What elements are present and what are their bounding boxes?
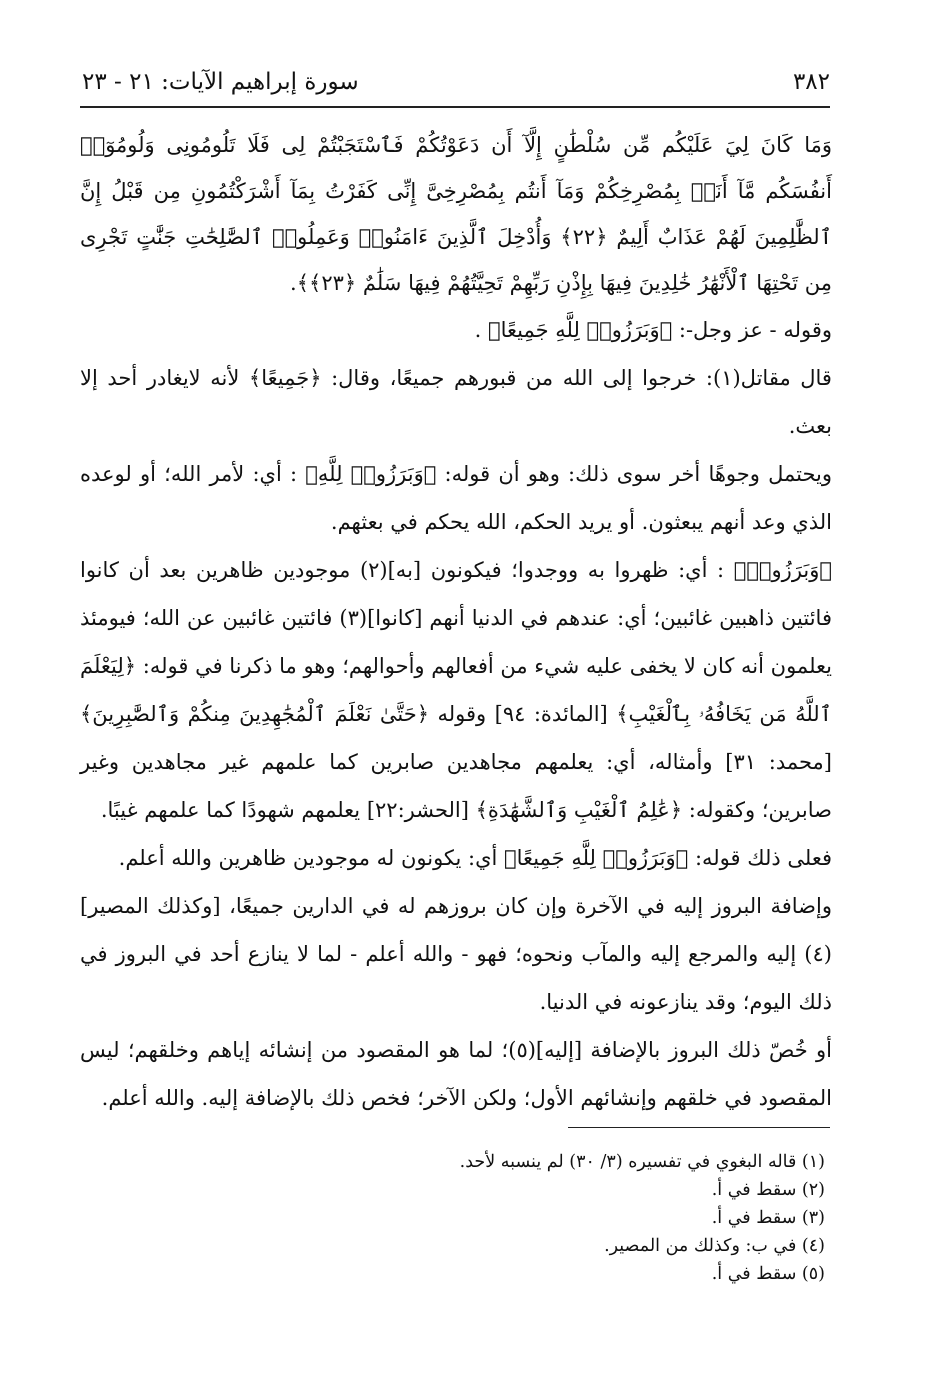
paragraph-6: وإضافة البروز إليه في الآخرة وإن كان بروزهم له في الدارين جميعًا، [وكذلك المصير](٤) إليه والمرجع إليه والمآب ونحوه؛ فهو - والله أعلم - لما لا ينازع أحد في البروز في ذلك اليوم؛ وقد ينازعونه في الدنيا. xyxy=(80,894,832,1014)
footnote-3: (٣) سقط في أ. xyxy=(711,1208,825,1228)
page-header xyxy=(82,62,830,102)
paragraph-5: فعلى ذلك قوله: ﴿وَبَرَزُوا۟ لِلَّهِ جَمِيعًا﴾ أي: يكونون له موجودين ظاهرين والله أعلم. xyxy=(118,846,832,870)
page-number: ٣٨٢ xyxy=(792,69,830,95)
footnote-divider xyxy=(568,1127,830,1128)
footnote-2: (٢) سقط في أ. xyxy=(711,1180,825,1200)
footnote-4: (٤) في ب: وكذلك من المصير. xyxy=(604,1236,825,1256)
running-title: سورة إبراهيم الآيات: ٢١ - ٢٣ xyxy=(82,69,359,95)
paragraph-4: ﴿وَبَرَزُوا۟﴾ : أي: ظهروا به ووجدوا؛ فيكونون [به](٢) موجودين ظاهرين بعد أن كانوا فائتين ذاهبين غائبين؛ أي: عندهم في الدنيا أنهم [كانوا](٣) فائتين غائبين عن الله؛ فيومئذ يعلمون أنه كان لا يخفى عليه شيء من أفعالهم وأحوالهم؛ وهو ما ذكرنا في قوله: ﴿لِيَعْلَمَ ٱللَّهُ مَن يَخَافُهُۥ بِٱلْغَيْبِ﴾ [المائدة: ٩٤] وقوله ﴿حَتَّىٰ نَعْلَمَ ٱلْمُجَٰهِدِينَ مِنكُمْ وَٱلصَّٰبِرِينَ﴾ [محمد: ٣١] وأمثاله، أي: يعلمهم مجاهدين صابرين كما علمهم غير مجاهدين وغير صابرين؛ وكقوله: ﴿عَٰلِمُ ٱلْغَيْبِ وَٱلشَّهَٰدَةِ﴾ [الحشر:٢٢] يعلمهم شهودًا كما علمهم غيبًا. xyxy=(80,558,832,822)
paragraph-3: ويحتمل وجوهًا أخر سوى ذلك: وهو أن قوله: ﴿وَبَرَزُوا۟ لِلَّهِ﴾ : أي: لأمر الله؛ أو لوعده الذي وعد أنهم يبعثون. أو يريد الحكم، الله يحكم في بعثهم. xyxy=(80,462,832,534)
paragraph-1: وقوله - عز وجل-: ﴿وَبَرَزُوا۟ لِلَّهِ جَمِيعًا﴾ . xyxy=(474,318,832,342)
footnote-1: (١) قاله البغوي في تفسيره (٣/ ٣٠) لم ينسبه لأحد. xyxy=(459,1152,825,1172)
header-divider xyxy=(80,106,830,108)
paragraph-2: قال مقاتل(١): خرجوا إلى الله من قبورهم جميعًا، وقال: ﴿جَمِيعًا﴾ لأنه لايغادر أحد إلا بعث. xyxy=(80,366,832,438)
quran-verse: وَمَا كَانَ لِيَ عَلَيْكُم مِّن سُلْطَٰنٍ إِلَّآ أَن دَعَوْتُكُمْ فَٱسْتَجَبْتُمْ لِى فَلَا تَلُومُونِى وَلُومُوٓا۟ أَنفُسَكُم مَّآ أَنَا۠ بِمُصْرِخِكُمْ وَمَآ أَنتُم بِمُصْرِخِىَّ إِنِّى كَفَرْتُ بِمَآ أَشْرَكْتُمُونِ مِن قَبْلُ إِنَّ ٱلظَّٰلِمِينَ لَهُمْ عَذَابٌ أَلِيمٌ ﴿٢٢﴾ وَأُدْخِلَ ٱلَّذِينَ ءَامَنُوا۟ وَعَمِلُوا۟ ٱلصَّٰلِحَٰتِ جَنَّٰتٍ تَجْرِى مِن تَحْتِهَا ٱلْأَنْهَٰرُ خَٰلِدِينَ فِيهَا بِإِذْنِ رَبِّهِمْ تَحِيَّتُهُمْ فِيهَا سَلَٰمٌ ﴿٢٣﴾﴾. xyxy=(80,133,833,295)
footnotes xyxy=(80,1148,825,1288)
paragraph-7: أو خُصّ ذلك البروز بالإضافة [إليه](٥)؛ لما هو المقصود من إنشائه إياهم وخلقهم؛ ليس المقصود في خلقهم وإنشائهم الأول؛ ولكن الآخر؛ فخص ذلك بالإضافة إليه. والله أعلم. xyxy=(80,1038,832,1110)
page-body xyxy=(80,122,832,1122)
footnote-5: (٥) سقط في أ. xyxy=(711,1264,825,1284)
